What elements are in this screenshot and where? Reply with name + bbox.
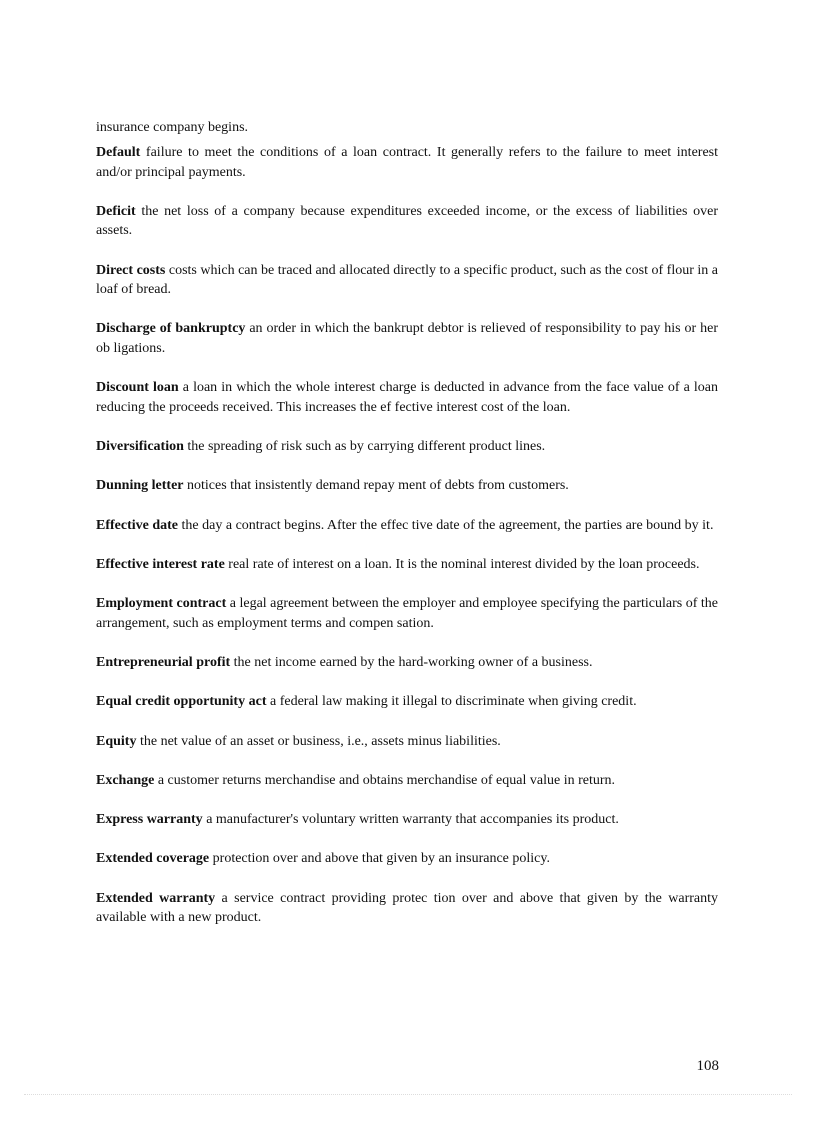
- glossary-entry: [96, 692, 718, 712]
- continuation-text: insurance company begins.: [96, 120, 249, 135]
- glossary-definition: protection over and above that given by an insurance policy.: [209, 851, 550, 867]
- glossary-term: Equal credit opportunity act: [96, 694, 267, 710]
- glossary-entry: [96, 143, 718, 182]
- glossary-term: Extended warranty: [96, 890, 216, 906]
- glossary-term: Deficit: [96, 203, 136, 219]
- glossary-definition: a legal agreement between the employer and employee specifying the particulars of the arrangement, such as employment terms and compen sation.: [96, 596, 719, 631]
- glossary-entry: [96, 810, 718, 830]
- glossary-term: Default: [96, 145, 141, 160]
- glossary-term: Discount loan: [96, 380, 179, 396]
- glossary-term: Express warranty: [96, 812, 203, 828]
- glossary-definition: a service contract providing protec tion over and above that given by the warranty available with a new product.: [96, 890, 719, 926]
- glossary-definition: real rate of interest on a loan. It is the nominal interest divided by the loan proceeds.: [224, 556, 700, 572]
- glossary-entry: [96, 319, 718, 358]
- glossary-definition: the net income earned by the hard-working owner of a business.: [230, 654, 593, 670]
- glossary-definition: a federal law making it illegal to discriminate when giving credit.: [266, 694, 637, 710]
- glossary-entry: [96, 889, 718, 928]
- glossary-term: Direct costs: [96, 262, 166, 278]
- page-number: 108: [696, 1058, 719, 1074]
- glossary-term: Exchange: [96, 772, 155, 788]
- glossary-entry: [96, 261, 718, 300]
- glossary-definition: notices that insistently demand repay ment of debts from customers.: [183, 478, 569, 494]
- glossary-term: Extended coverage: [96, 851, 210, 867]
- glossary-definition: failure to meet the conditions of a loan contract. It generally refers to the failure to meet interest and/or principal payments.: [96, 145, 718, 180]
- glossary-term: Entrepreneurial profit: [96, 654, 231, 670]
- glossary-entry: [96, 378, 718, 417]
- glossary-entry: [96, 476, 718, 496]
- glossary-entry: [96, 849, 718, 869]
- glossary-entry: [96, 653, 718, 673]
- glossary-entry: [96, 771, 718, 791]
- glossary-entry: [96, 594, 718, 633]
- glossary-entry: [96, 202, 718, 241]
- glossary-definition: a customer returns merchandise and obtains merchandise of equal value in return.: [154, 772, 616, 788]
- glossary-definition: the day a contract begins. After the effec tive date of the agreement, the parties are bound by it.: [178, 517, 714, 533]
- glossary-term: Diversification: [96, 438, 184, 454]
- glossary-definition: the spreading of risk such as by carrying different product lines.: [183, 438, 546, 454]
- glossary-entries: [96, 143, 718, 948]
- glossary-entry: [96, 555, 718, 575]
- glossary-definition: a loan in which the whole interest charge is deducted in advance from the face value of a loan reducing the proceeds received. This increases the ef fective interest cost of the loan.: [96, 380, 718, 415]
- glossary-term: Discharge of bankruptcy: [96, 321, 246, 337]
- glossary-entry: [96, 516, 718, 536]
- glossary-definition: the net loss of a company because expenditures exceeded income, or the excess of liabilities over assets.: [96, 203, 718, 239]
- glossary-definition: the net value of an asset or business, i.e., assets minus liabilities.: [136, 733, 501, 749]
- glossary-entry: [96, 437, 718, 457]
- glossary-definition: costs which can be traced and allocated directly to a specific product, such as the cost of flour in a loaf of bread.: [96, 262, 719, 298]
- glossary-term: Employment contract: [96, 596, 227, 612]
- glossary-definition: an order in which the bankrupt debtor is relieved of responsibility to pay his or her ob ligations.: [96, 321, 719, 356]
- page-bottom-divider: [24, 1094, 792, 1095]
- glossary-term: Effective date: [96, 517, 179, 533]
- glossary-term: Dunning letter: [96, 478, 184, 494]
- glossary-definition: a manufacturer's voluntary written warranty that accompanies its product.: [202, 812, 619, 828]
- glossary-term: Equity: [96, 733, 137, 749]
- glossary-entry: [96, 732, 718, 752]
- glossary-term: Effective interest rate: [96, 556, 225, 572]
